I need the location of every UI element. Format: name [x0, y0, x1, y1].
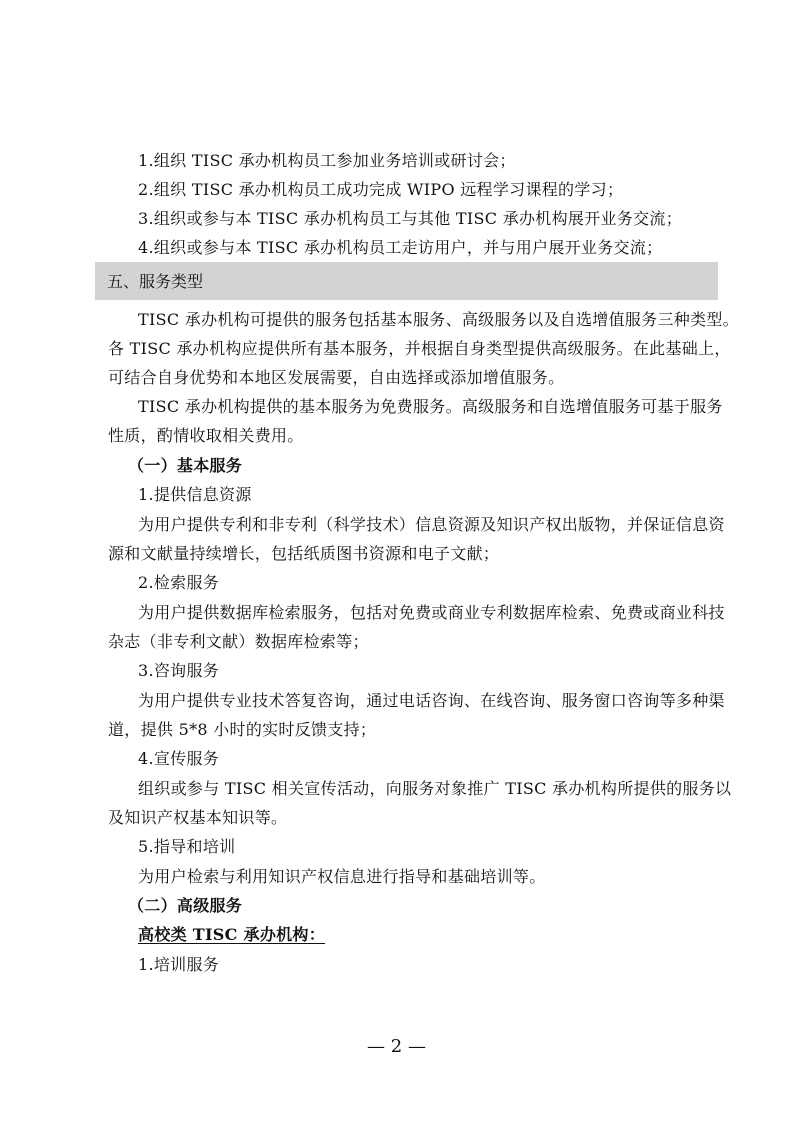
- service-title: 5.指导和培训: [138, 837, 236, 856]
- list-item: 3.组织或参与本 TISC 承办机构员工与其他 TISC 承办机构展开业务交流；: [138, 209, 683, 228]
- paragraph-line: TISC 承办机构提供的基本服务为免费服务。高级服务和自选增值服务可基于服务: [138, 397, 723, 416]
- subsection-heading: （一）基本服务: [128, 456, 243, 475]
- paragraph-line: 为用户提供专利和非专利（科学技术）信息资源及知识产权出版物，并保证信息资: [138, 515, 725, 534]
- paragraph-line: 及知识产权基本知识等。: [108, 808, 288, 827]
- service-title: 2.检索服务: [138, 573, 220, 592]
- paragraph-line: 源和文献量持续增长，包括纸质图书资源和电子文献；: [108, 544, 500, 563]
- list-item: 4.组织或参与本 TISC 承办机构员工走访用户，并与用户展开业务交流；: [138, 238, 663, 257]
- paragraph-line: 可结合自身优势和本地区发展需要，自由选择或添加增值服务。: [108, 368, 565, 387]
- subsection-heading: （二）高级服务: [128, 896, 243, 915]
- paragraph-line: 为用户提供专业技术答复咨询，通过电话咨询、在线咨询、服务窗口咨询等多种渠: [138, 691, 725, 710]
- page-number: — 2 —: [367, 1036, 426, 1057]
- paragraph-line: 组织或参与 TISC 相关宣传活动，向服务对象推广 TISC 承办机构所提供的服务以: [138, 779, 732, 798]
- service-title: 4.宣传服务: [138, 749, 220, 768]
- service-title: 3.咨询服务: [138, 661, 220, 680]
- paragraph-line: TISC 承办机构可提供的服务包括基本服务、高级服务以及自选增值服务三种类型。: [138, 310, 739, 329]
- service-title: 1.培训服务: [138, 955, 220, 974]
- paragraph-line: 为用户提供数据库检索服务，包括对免费或商业专利数据库检索、免费或商业科技: [138, 603, 725, 622]
- category-heading: 高校类 TISC 承办机构：: [138, 925, 326, 944]
- paragraph-line: 杂志（非专利文献）数据库检索等；: [108, 632, 369, 651]
- service-title: 1.提供信息资源: [138, 485, 252, 504]
- paragraph-line: 性质，酌情收取相关费用。: [108, 426, 304, 445]
- list-item: 1.组织 TISC 承办机构员工参加业务培训或研讨会；: [138, 151, 516, 170]
- paragraph-line: 为用户检索与利用知识产权信息进行指导和基础培训等。: [138, 867, 546, 886]
- section-heading: 五、服务类型: [107, 272, 204, 291]
- list-item: 2.组织 TISC 承办机构员工成功完成 WIPO 远程学习课程的学习；: [138, 180, 624, 199]
- section-heading-bar: [95, 262, 718, 300]
- paragraph-line: 各 TISC 承办机构应提供所有基本服务，并根据自身类型提供高级服务。在此基础上，: [108, 339, 731, 358]
- paragraph-line: 道，提供 5*8 小时的实时反馈支持；: [108, 720, 377, 739]
